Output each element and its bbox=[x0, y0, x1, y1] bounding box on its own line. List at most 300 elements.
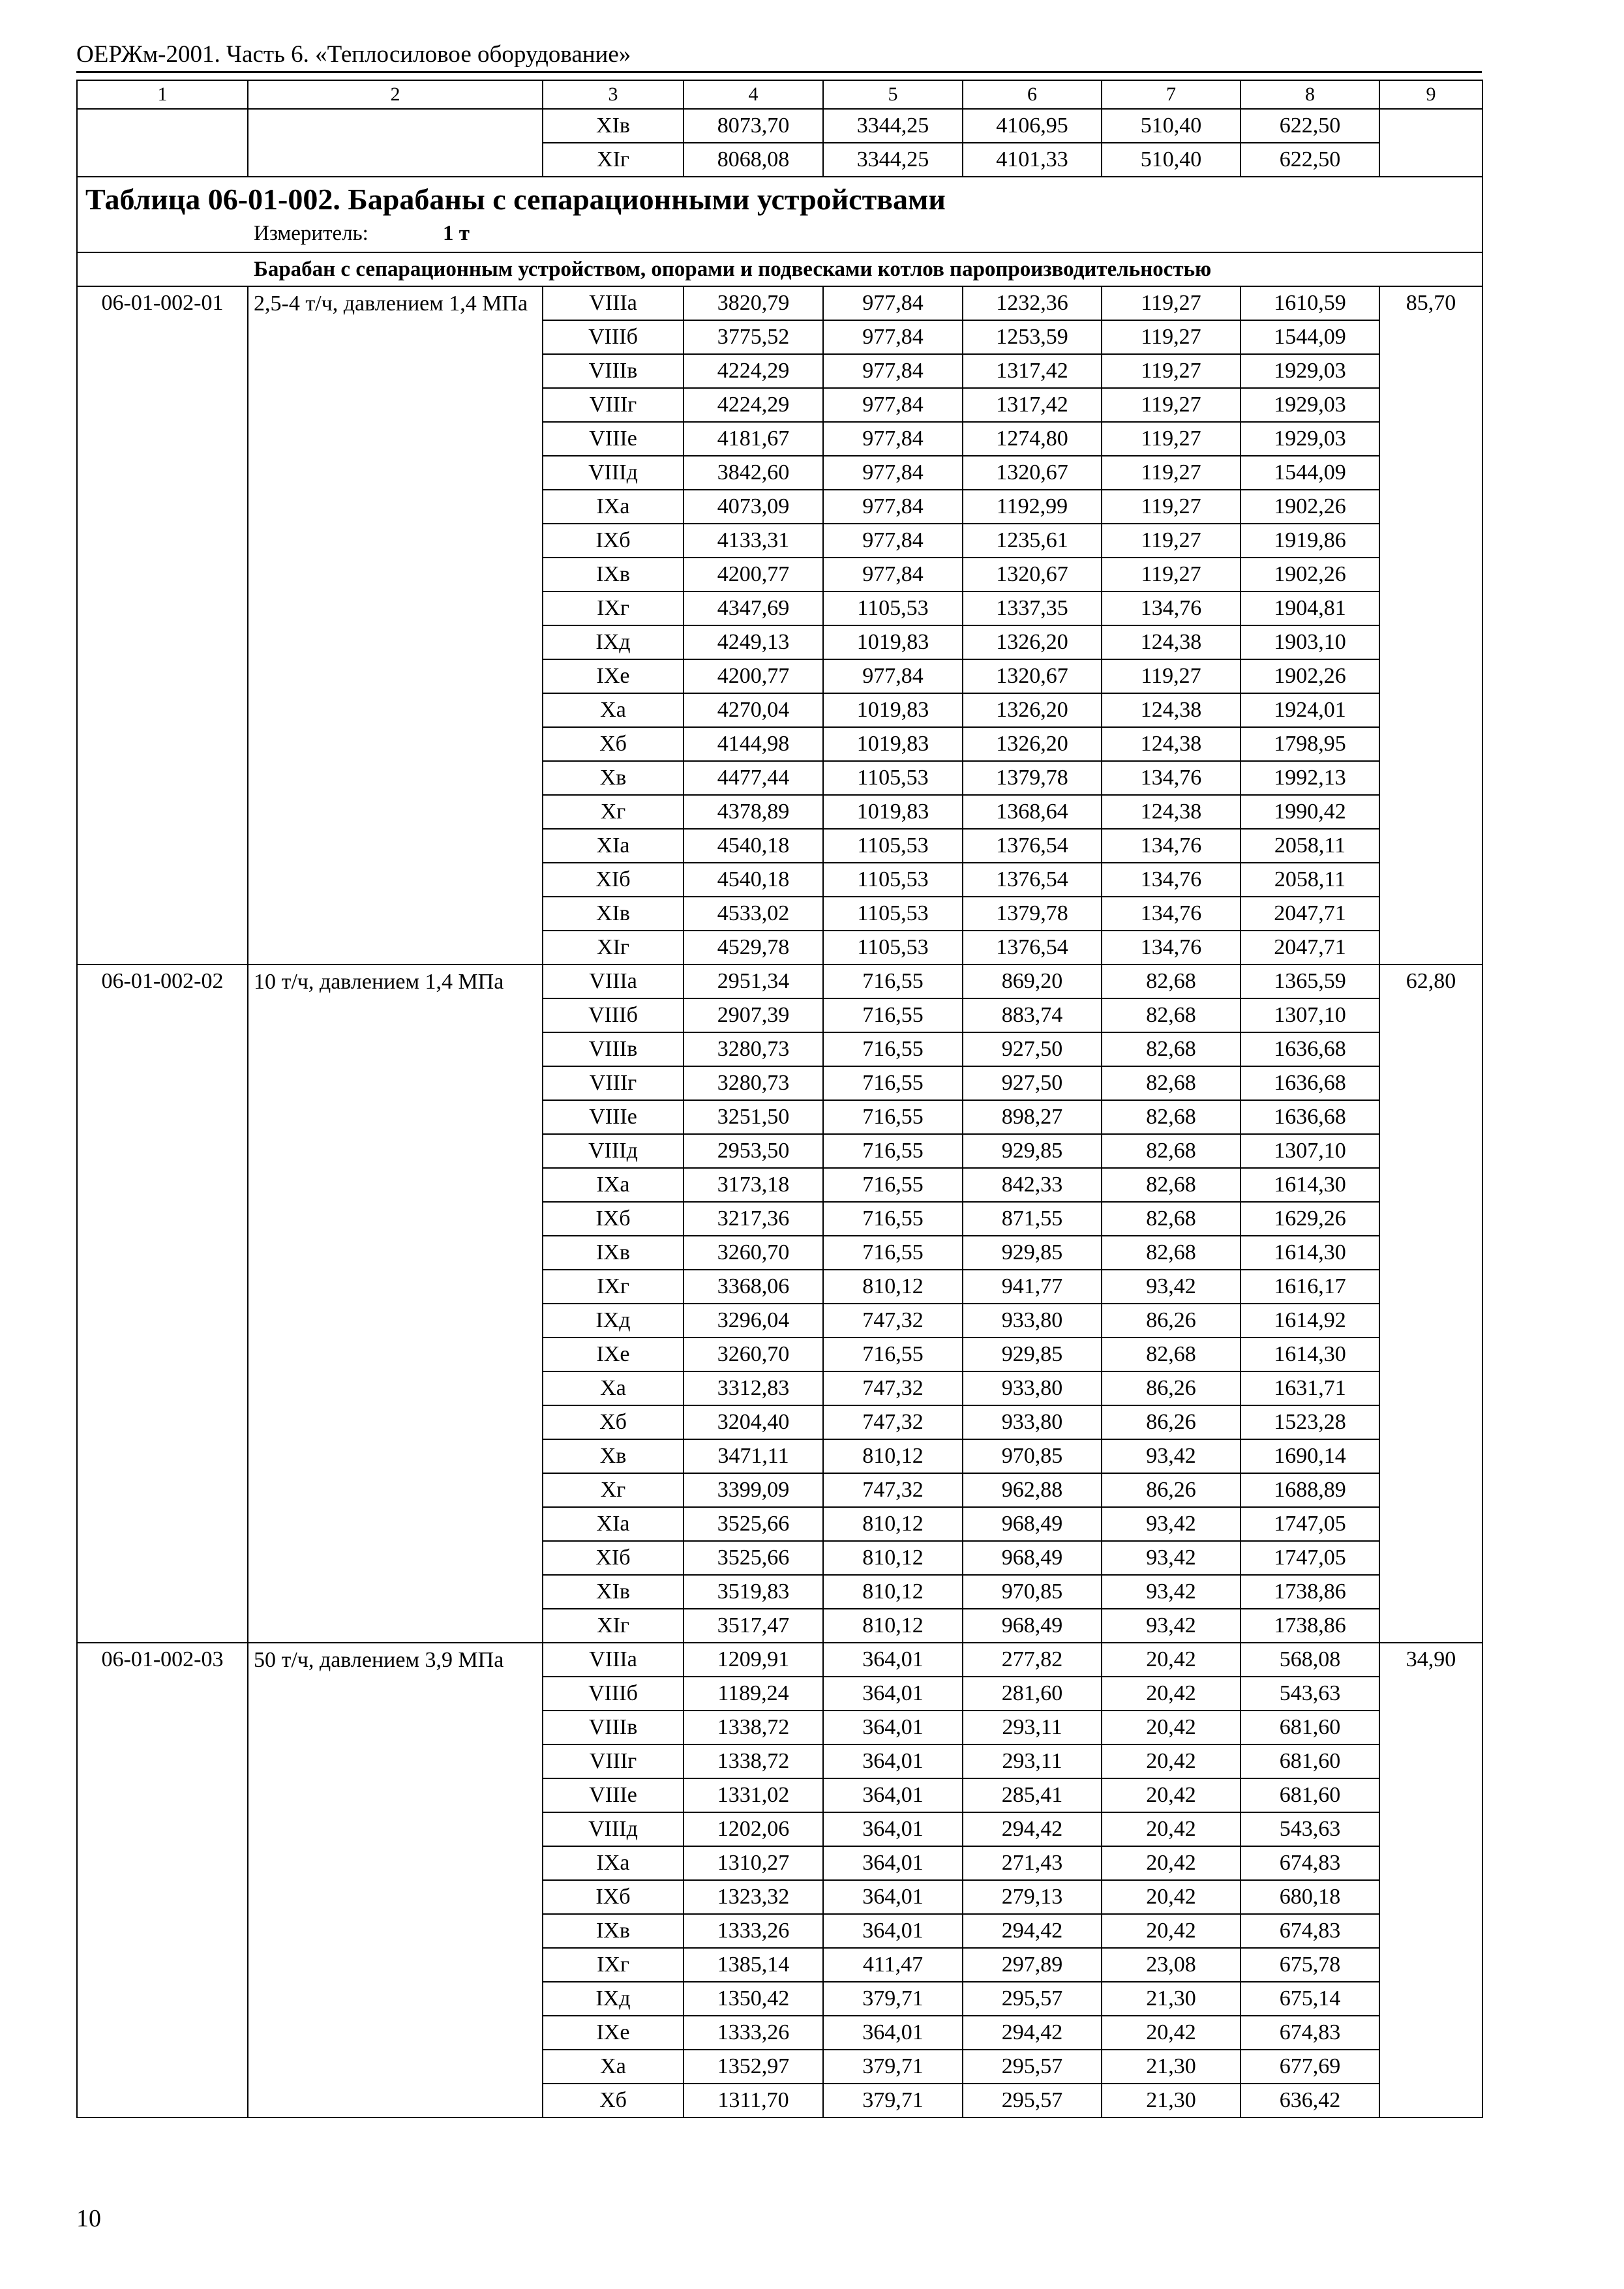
value-cell: 82,68 bbox=[1102, 1236, 1241, 1270]
category-cell: XIг bbox=[543, 143, 684, 177]
category-cell: VIIIв bbox=[543, 354, 684, 388]
value-cell: 364,01 bbox=[823, 1880, 963, 1914]
value-cell: 3775,52 bbox=[684, 320, 823, 354]
value-cell: 1610,59 bbox=[1241, 286, 1379, 320]
value-cell: 933,80 bbox=[963, 1371, 1102, 1405]
value-cell: 93,42 bbox=[1102, 1507, 1241, 1541]
value-cell: 20,42 bbox=[1102, 1812, 1241, 1846]
value-cell: 716,55 bbox=[823, 965, 963, 998]
value-cell: 93,42 bbox=[1102, 1609, 1241, 1643]
value-cell: 4378,89 bbox=[684, 795, 823, 829]
category-cell: IXе bbox=[543, 1338, 684, 1371]
value-cell: 962,88 bbox=[963, 1473, 1102, 1507]
value-cell: 82,68 bbox=[1102, 1032, 1241, 1066]
category-cell: IXв bbox=[543, 558, 684, 591]
category-cell: XIв bbox=[543, 109, 684, 143]
value-cell: 134,76 bbox=[1102, 863, 1241, 897]
value-cell: 119,27 bbox=[1102, 456, 1241, 490]
value-cell: 134,76 bbox=[1102, 591, 1241, 625]
value-cell: 279,13 bbox=[963, 1880, 1102, 1914]
value-cell: 1929,03 bbox=[1241, 354, 1379, 388]
running-header bbox=[76, 39, 1482, 73]
category-cell: IXд bbox=[543, 625, 684, 659]
value-cell: 3260,70 bbox=[684, 1338, 823, 1371]
value-cell: 364,01 bbox=[823, 1677, 963, 1711]
value-cell: 364,01 bbox=[823, 1846, 963, 1880]
value-cell: 1376,54 bbox=[963, 863, 1102, 897]
value-cell: 929,85 bbox=[963, 1134, 1102, 1168]
value-cell: 1350,42 bbox=[684, 1982, 823, 2016]
category-cell: XIг bbox=[543, 1609, 684, 1643]
value-cell: 364,01 bbox=[823, 1643, 963, 1677]
category-cell: IXб bbox=[543, 1880, 684, 1914]
value-cell: 119,27 bbox=[1102, 422, 1241, 456]
value-cell: 82,68 bbox=[1102, 1202, 1241, 1236]
measure-label: Измеритель: bbox=[254, 222, 368, 245]
category-cell: XIа bbox=[543, 1507, 684, 1541]
value-cell: 21,30 bbox=[1102, 2084, 1241, 2117]
value-cell: 543,63 bbox=[1241, 1677, 1379, 1711]
value-cell: 747,32 bbox=[823, 1405, 963, 1439]
value-cell: 968,49 bbox=[963, 1507, 1102, 1541]
value-cell: 21,30 bbox=[1102, 2050, 1241, 2084]
value-cell: 294,42 bbox=[963, 2016, 1102, 2050]
value-cell: 1544,09 bbox=[1241, 456, 1379, 490]
value-cell: 1738,86 bbox=[1241, 1609, 1379, 1643]
value-cell: 716,55 bbox=[823, 1032, 963, 1066]
table-row bbox=[77, 1643, 1482, 1677]
category-cell: VIIIд bbox=[543, 1134, 684, 1168]
category-cell: Xв bbox=[543, 1439, 684, 1473]
value-cell: 1326,20 bbox=[963, 693, 1102, 727]
value-cell: 929,85 bbox=[963, 1338, 1102, 1371]
category-cell: XIб bbox=[543, 863, 684, 897]
value-cell: 3204,40 bbox=[684, 1405, 823, 1439]
value-cell: 1338,72 bbox=[684, 1744, 823, 1778]
category-cell: IXа bbox=[543, 1846, 684, 1880]
labor-cell: 62,80 bbox=[1379, 965, 1482, 1643]
value-cell: 4200,77 bbox=[684, 558, 823, 591]
value-cell: 970,85 bbox=[963, 1575, 1102, 1609]
value-cell: 4101,33 bbox=[963, 143, 1102, 177]
value-cell: 1902,26 bbox=[1241, 490, 1379, 524]
value-cell: 4224,29 bbox=[684, 354, 823, 388]
value-cell: 1019,83 bbox=[823, 727, 963, 761]
value-cell: 3217,36 bbox=[684, 1202, 823, 1236]
value-cell: 4181,67 bbox=[684, 422, 823, 456]
value-cell: 1317,42 bbox=[963, 354, 1102, 388]
value-cell: 379,71 bbox=[823, 2084, 963, 2117]
value-cell: 933,80 bbox=[963, 1304, 1102, 1338]
value-cell: 1310,27 bbox=[684, 1846, 823, 1880]
value-cell: 20,42 bbox=[1102, 1744, 1241, 1778]
value-cell: 933,80 bbox=[963, 1405, 1102, 1439]
value-cell: 8073,70 bbox=[684, 109, 823, 143]
value-cell: 124,38 bbox=[1102, 693, 1241, 727]
value-cell: 1990,42 bbox=[1241, 795, 1379, 829]
value-cell: 82,68 bbox=[1102, 1100, 1241, 1134]
category-cell: Xг bbox=[543, 1473, 684, 1507]
value-cell: 4133,31 bbox=[684, 524, 823, 558]
description-cell: 50 т/ч, давлением 3,9 МПа bbox=[248, 1643, 543, 2117]
value-cell: 124,38 bbox=[1102, 625, 1241, 659]
value-cell: 379,71 bbox=[823, 2050, 963, 2084]
category-cell: IXа bbox=[543, 1168, 684, 1202]
rates-table bbox=[76, 80, 1483, 2118]
category-cell: VIIIд bbox=[543, 1812, 684, 1846]
description-cell bbox=[248, 109, 543, 177]
category-cell: IXг bbox=[543, 1948, 684, 1982]
value-cell: 3842,60 bbox=[684, 456, 823, 490]
category-cell: VIIIв bbox=[543, 1711, 684, 1744]
value-cell: 1105,53 bbox=[823, 761, 963, 795]
value-cell: 20,42 bbox=[1102, 1677, 1241, 1711]
code-cell bbox=[77, 109, 248, 177]
value-cell: 86,26 bbox=[1102, 1371, 1241, 1405]
value-cell: 119,27 bbox=[1102, 524, 1241, 558]
value-cell: 869,20 bbox=[963, 965, 1102, 998]
column-number: 4 bbox=[684, 80, 823, 109]
value-cell: 3519,83 bbox=[684, 1575, 823, 1609]
category-cell: VIIIб bbox=[543, 1677, 684, 1711]
value-cell: 4533,02 bbox=[684, 897, 823, 931]
value-cell: 1320,67 bbox=[963, 558, 1102, 591]
value-cell: 4224,29 bbox=[684, 388, 823, 422]
value-cell: 810,12 bbox=[823, 1270, 963, 1304]
category-cell: VIIIб bbox=[543, 998, 684, 1032]
value-cell: 1688,89 bbox=[1241, 1473, 1379, 1507]
value-cell: 1379,78 bbox=[963, 897, 1102, 931]
table-title-row bbox=[77, 177, 1482, 252]
value-cell: 364,01 bbox=[823, 1778, 963, 1812]
value-cell: 1232,36 bbox=[963, 286, 1102, 320]
value-cell: 681,60 bbox=[1241, 1711, 1379, 1744]
category-cell: IXа bbox=[543, 490, 684, 524]
value-cell: 3344,25 bbox=[823, 143, 963, 177]
value-cell: 716,55 bbox=[823, 1066, 963, 1100]
category-cell: Xв bbox=[543, 761, 684, 795]
table-title-cell bbox=[77, 177, 1482, 252]
value-cell: 716,55 bbox=[823, 1236, 963, 1270]
value-cell: 941,77 bbox=[963, 1270, 1102, 1304]
value-cell: 1902,26 bbox=[1241, 558, 1379, 591]
value-cell: 1616,17 bbox=[1241, 1270, 1379, 1304]
value-cell: 543,63 bbox=[1241, 1812, 1379, 1846]
value-cell: 294,42 bbox=[963, 1914, 1102, 1948]
value-cell: 1919,86 bbox=[1241, 524, 1379, 558]
table-subtitle-row bbox=[77, 252, 1482, 286]
value-cell: 4540,18 bbox=[684, 829, 823, 863]
value-cell: 1992,13 bbox=[1241, 761, 1379, 795]
value-cell: 716,55 bbox=[823, 1168, 963, 1202]
category-cell: IXе bbox=[543, 659, 684, 693]
value-cell: 20,42 bbox=[1102, 1711, 1241, 1744]
value-cell: 3525,66 bbox=[684, 1541, 823, 1575]
value-cell: 1307,10 bbox=[1241, 998, 1379, 1032]
value-cell: 1105,53 bbox=[823, 931, 963, 965]
value-cell: 1105,53 bbox=[823, 863, 963, 897]
category-cell: Xб bbox=[543, 1405, 684, 1439]
value-cell: 134,76 bbox=[1102, 761, 1241, 795]
value-cell: 119,27 bbox=[1102, 388, 1241, 422]
value-cell: 1690,14 bbox=[1241, 1439, 1379, 1473]
value-cell: 3296,04 bbox=[684, 1304, 823, 1338]
category-cell: Xа bbox=[543, 2050, 684, 2084]
value-cell: 1636,68 bbox=[1241, 1066, 1379, 1100]
value-cell: 681,60 bbox=[1241, 1744, 1379, 1778]
value-cell: 293,11 bbox=[963, 1711, 1102, 1744]
value-cell: 716,55 bbox=[823, 998, 963, 1032]
category-cell: XIв bbox=[543, 897, 684, 931]
value-cell: 20,42 bbox=[1102, 1643, 1241, 1677]
table-title: Таблица 06-01-002. Барабаны с сепарационными устройствами bbox=[85, 183, 946, 216]
value-cell: 977,84 bbox=[823, 490, 963, 524]
value-cell: 716,55 bbox=[823, 1202, 963, 1236]
category-cell: IXг bbox=[543, 1270, 684, 1304]
value-cell: 716,55 bbox=[823, 1338, 963, 1371]
value-cell: 810,12 bbox=[823, 1439, 963, 1473]
category-cell: VIIIе bbox=[543, 422, 684, 456]
table-row bbox=[77, 109, 1482, 143]
code-cell: 06-01-002-01 bbox=[77, 286, 248, 965]
value-cell: 20,42 bbox=[1102, 1846, 1241, 1880]
category-cell: IXд bbox=[543, 1982, 684, 2016]
category-cell: VIIIе bbox=[543, 1100, 684, 1134]
category-cell: VIIIг bbox=[543, 388, 684, 422]
value-cell: 1902,26 bbox=[1241, 659, 1379, 693]
value-cell: 568,08 bbox=[1241, 1643, 1379, 1677]
category-cell: VIIIе bbox=[543, 1778, 684, 1812]
value-cell: 3368,06 bbox=[684, 1270, 823, 1304]
value-cell: 1614,30 bbox=[1241, 1236, 1379, 1270]
column-number: 5 bbox=[823, 80, 963, 109]
value-cell: 2047,71 bbox=[1241, 931, 1379, 965]
value-cell: 3399,09 bbox=[684, 1473, 823, 1507]
value-cell: 82,68 bbox=[1102, 965, 1241, 998]
category-cell: VIIIа bbox=[543, 965, 684, 998]
value-cell: 1311,70 bbox=[684, 2084, 823, 2117]
value-cell: 2058,11 bbox=[1241, 829, 1379, 863]
value-cell: 1333,26 bbox=[684, 2016, 823, 2050]
value-cell: 86,26 bbox=[1102, 1304, 1241, 1338]
category-cell: VIIIд bbox=[543, 456, 684, 490]
value-cell: 1629,26 bbox=[1241, 1202, 1379, 1236]
value-cell: 1202,06 bbox=[684, 1812, 823, 1846]
value-cell: 119,27 bbox=[1102, 558, 1241, 591]
value-cell: 82,68 bbox=[1102, 1338, 1241, 1371]
value-cell: 3820,79 bbox=[684, 286, 823, 320]
page-number: 10 bbox=[76, 2205, 101, 2232]
value-cell: 285,41 bbox=[963, 1778, 1102, 1812]
value-cell: 295,57 bbox=[963, 2084, 1102, 2117]
value-cell: 1320,67 bbox=[963, 456, 1102, 490]
value-cell: 1019,83 bbox=[823, 693, 963, 727]
table-row bbox=[77, 286, 1482, 320]
value-cell: 20,42 bbox=[1102, 1914, 1241, 1948]
value-cell: 977,84 bbox=[823, 558, 963, 591]
column-number: 6 bbox=[963, 80, 1102, 109]
value-cell: 119,27 bbox=[1102, 490, 1241, 524]
value-cell: 93,42 bbox=[1102, 1575, 1241, 1609]
value-cell: 1326,20 bbox=[963, 625, 1102, 659]
measure-line bbox=[78, 219, 1482, 248]
value-cell: 134,76 bbox=[1102, 897, 1241, 931]
value-cell: 20,42 bbox=[1102, 1778, 1241, 1812]
value-cell: 1105,53 bbox=[823, 591, 963, 625]
value-cell: 4347,69 bbox=[684, 591, 823, 625]
column-number: 1 bbox=[77, 80, 248, 109]
value-cell: 747,32 bbox=[823, 1371, 963, 1405]
value-cell: 4529,78 bbox=[684, 931, 823, 965]
category-cell: IXб bbox=[543, 524, 684, 558]
value-cell: 674,83 bbox=[1241, 1846, 1379, 1880]
category-cell: VIIIа bbox=[543, 286, 684, 320]
value-cell: 977,84 bbox=[823, 524, 963, 558]
category-cell: XIг bbox=[543, 931, 684, 965]
value-cell: 3312,83 bbox=[684, 1371, 823, 1405]
value-cell: 1235,61 bbox=[963, 524, 1102, 558]
category-cell: IXд bbox=[543, 1304, 684, 1338]
category-cell: XIб bbox=[543, 1541, 684, 1575]
value-cell: 1385,14 bbox=[684, 1948, 823, 1982]
value-cell: 281,60 bbox=[963, 1677, 1102, 1711]
category-cell: VIIIв bbox=[543, 1032, 684, 1066]
value-cell: 674,83 bbox=[1241, 2016, 1379, 2050]
value-cell: 82,68 bbox=[1102, 998, 1241, 1032]
value-cell: 2907,39 bbox=[684, 998, 823, 1032]
value-cell: 1326,20 bbox=[963, 727, 1102, 761]
value-cell: 1323,32 bbox=[684, 1880, 823, 1914]
value-cell: 364,01 bbox=[823, 1711, 963, 1744]
value-cell: 1929,03 bbox=[1241, 388, 1379, 422]
value-cell: 1904,81 bbox=[1241, 591, 1379, 625]
value-cell: 1365,59 bbox=[1241, 965, 1379, 998]
value-cell: 134,76 bbox=[1102, 931, 1241, 965]
value-cell: 295,57 bbox=[963, 1982, 1102, 2016]
value-cell: 977,84 bbox=[823, 422, 963, 456]
value-cell: 2951,34 bbox=[684, 965, 823, 998]
value-cell: 1337,35 bbox=[963, 591, 1102, 625]
value-cell: 1379,78 bbox=[963, 761, 1102, 795]
value-cell: 1105,53 bbox=[823, 829, 963, 863]
value-cell: 1320,67 bbox=[963, 659, 1102, 693]
category-cell: Xб bbox=[543, 727, 684, 761]
value-cell: 119,27 bbox=[1102, 354, 1241, 388]
value-cell: 1317,42 bbox=[963, 388, 1102, 422]
value-cell: 4106,95 bbox=[963, 109, 1102, 143]
value-cell: 977,84 bbox=[823, 388, 963, 422]
value-cell: 675,14 bbox=[1241, 1982, 1379, 2016]
value-cell: 93,42 bbox=[1102, 1439, 1241, 1473]
category-cell: IXг bbox=[543, 591, 684, 625]
column-number: 7 bbox=[1102, 80, 1241, 109]
value-cell: 871,55 bbox=[963, 1202, 1102, 1236]
category-cell: Xа bbox=[543, 1371, 684, 1405]
category-cell: XIв bbox=[543, 1575, 684, 1609]
category-cell: VIIIг bbox=[543, 1744, 684, 1778]
value-cell: 898,27 bbox=[963, 1100, 1102, 1134]
value-cell: 119,27 bbox=[1102, 286, 1241, 320]
labor-cell: 34,90 bbox=[1379, 1643, 1482, 2117]
value-cell: 842,33 bbox=[963, 1168, 1102, 1202]
value-cell: 677,69 bbox=[1241, 2050, 1379, 2084]
value-cell: 1523,28 bbox=[1241, 1405, 1379, 1439]
value-cell: 3260,70 bbox=[684, 1236, 823, 1270]
value-cell: 1738,86 bbox=[1241, 1575, 1379, 1609]
value-cell: 8068,08 bbox=[684, 143, 823, 177]
code-cell: 06-01-002-02 bbox=[77, 965, 248, 1643]
value-cell: 977,84 bbox=[823, 286, 963, 320]
value-cell: 3517,47 bbox=[684, 1609, 823, 1643]
column-number: 3 bbox=[543, 80, 684, 109]
value-cell: 271,43 bbox=[963, 1846, 1102, 1880]
value-cell: 21,30 bbox=[1102, 1982, 1241, 2016]
value-cell: 86,26 bbox=[1102, 1473, 1241, 1507]
value-cell: 297,89 bbox=[963, 1948, 1102, 1982]
value-cell: 716,55 bbox=[823, 1100, 963, 1134]
running-header-title: ОЕРЖм-2001. Часть 6. «Теплосиловое оборудование» bbox=[76, 41, 631, 68]
value-cell: 1307,10 bbox=[1241, 1134, 1379, 1168]
value-cell: 810,12 bbox=[823, 1575, 963, 1609]
value-cell: 1192,99 bbox=[963, 490, 1102, 524]
value-cell: 82,68 bbox=[1102, 1168, 1241, 1202]
value-cell: 674,83 bbox=[1241, 1914, 1379, 1948]
value-cell: 3471,11 bbox=[684, 1439, 823, 1473]
column-number: 2 bbox=[248, 80, 543, 109]
value-cell: 1338,72 bbox=[684, 1711, 823, 1744]
value-cell: 86,26 bbox=[1102, 1405, 1241, 1439]
value-cell: 977,84 bbox=[823, 456, 963, 490]
value-cell: 1636,68 bbox=[1241, 1032, 1379, 1066]
value-cell: 1352,97 bbox=[684, 2050, 823, 2084]
value-cell: 716,55 bbox=[823, 1134, 963, 1168]
value-cell: 1333,26 bbox=[684, 1914, 823, 1948]
category-cell: IXе bbox=[543, 2016, 684, 2050]
value-cell: 277,82 bbox=[963, 1643, 1102, 1677]
value-cell: 1209,91 bbox=[684, 1643, 823, 1677]
value-cell: 927,50 bbox=[963, 1032, 1102, 1066]
value-cell: 124,38 bbox=[1102, 727, 1241, 761]
category-cell: VIIIб bbox=[543, 320, 684, 354]
value-cell: 1274,80 bbox=[963, 422, 1102, 456]
value-cell: 1924,01 bbox=[1241, 693, 1379, 727]
category-cell: IXб bbox=[543, 1202, 684, 1236]
value-cell: 364,01 bbox=[823, 2016, 963, 2050]
value-cell: 680,18 bbox=[1241, 1880, 1379, 1914]
value-cell: 747,32 bbox=[823, 1304, 963, 1338]
value-cell: 134,76 bbox=[1102, 829, 1241, 863]
value-cell: 1331,02 bbox=[684, 1778, 823, 1812]
value-cell: 364,01 bbox=[823, 1914, 963, 1948]
value-cell: 3280,73 bbox=[684, 1066, 823, 1100]
value-cell: 1631,71 bbox=[1241, 1371, 1379, 1405]
table-subtitle: Барабан с сепарационным устройством, опорами и подвесками котлов паропроизводительностью bbox=[77, 252, 1482, 286]
description-cell: 2,5-4 т/ч, давлением 1,4 МПа bbox=[248, 286, 543, 965]
value-cell: 1376,54 bbox=[963, 931, 1102, 965]
column-numbers-row bbox=[77, 80, 1482, 109]
value-cell: 4073,09 bbox=[684, 490, 823, 524]
value-cell: 622,50 bbox=[1241, 109, 1379, 143]
value-cell: 2047,71 bbox=[1241, 897, 1379, 931]
value-cell: 3251,50 bbox=[684, 1100, 823, 1134]
value-cell: 929,85 bbox=[963, 1236, 1102, 1270]
labor-cell: 85,70 bbox=[1379, 286, 1482, 965]
value-cell: 119,27 bbox=[1102, 320, 1241, 354]
category-cell: IXв bbox=[543, 1914, 684, 1948]
value-cell: 1544,09 bbox=[1241, 320, 1379, 354]
value-cell: 364,01 bbox=[823, 1812, 963, 1846]
value-cell: 1614,30 bbox=[1241, 1338, 1379, 1371]
